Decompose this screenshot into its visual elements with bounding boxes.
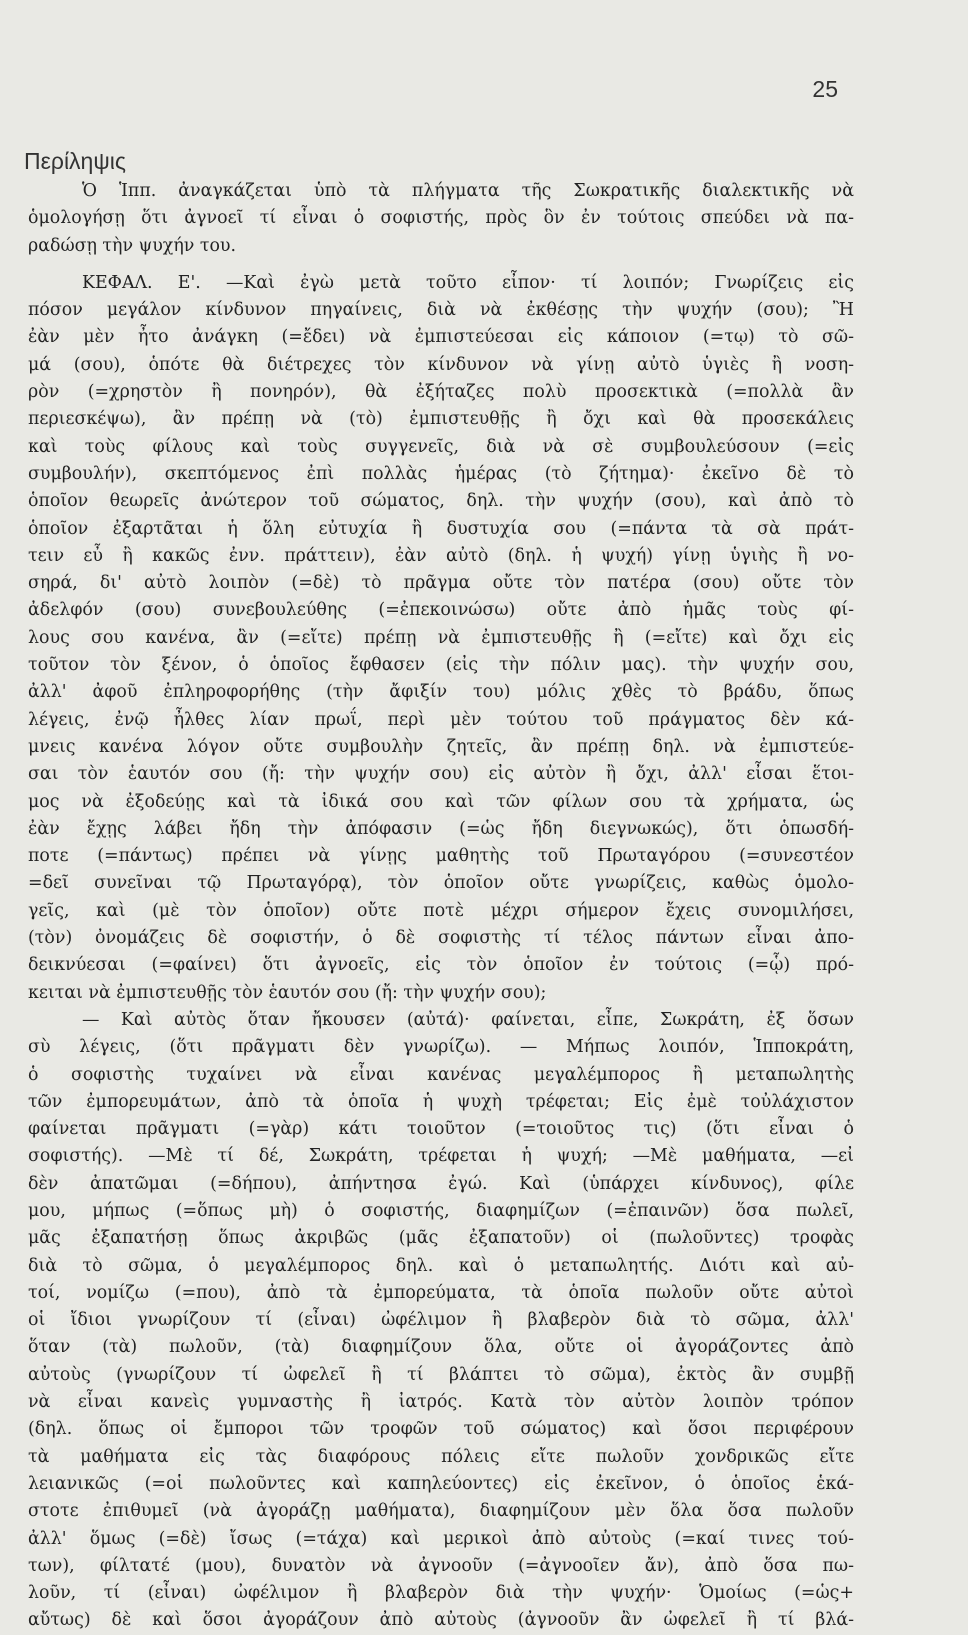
- text-line: των), φίλτατέ (μου), δυνατὸν νὰ ἀγνοοῦν (=ἀγνοοῖεν ἄν), ἀπὸ ὅσα πω-: [28, 1555, 854, 1576]
- text-line: σὺ λέγεις, (ὅτι πρᾶγματι δὲν γνωρίζω). — Μήπως λοιπόν, Ἱπποκράτη,: [28, 1037, 854, 1058]
- text-line: ρὸν (=χρηστὸν ἢ πονηρόν), θὰ ἐξήταζες πολὺ προσεκτικὰ (=πολλὰ ἂν: [28, 382, 854, 403]
- page-heading: Περίληψις: [24, 148, 126, 174]
- text-line: ἀδελφόν (σου) συνεβουλεύθης (=ἐπεκοινώσω) οὔτε ἀπὸ ἡμᾶς τοὺς φί-: [28, 600, 854, 621]
- text-line: ἐὰν ἔχῃς λάβει ἤδη τὴν ἀπόφασιν (=ὡς ἤδη διεγνωκώς), ὅτι ὁπωσδή-: [28, 818, 854, 839]
- text-line: μά (σου), ὁπότε θὰ διέτρεχες τὸν κίνδυνον νὰ γίνῃ αὐτὸ ὑγιὲς ἢ νοση-: [28, 354, 854, 375]
- text-line: ΚΕΦΑΛ. Ε'. —Καὶ ἐγὼ μετὰ τοῦτο εἶπον· τί λοιπόν; Γνωρίζεις εἰς: [82, 272, 854, 293]
- text-line: μᾶς ἐξαπατήσῃ ὅπως ἀκριβῶς (μᾶς ἐξαπατοῦν) οἱ (πωλοῦντες) τροφὰς: [28, 1228, 854, 1249]
- text-line: ὁμολογήσῃ ὅτι ἀγνοεῖ τί εἶναι ὁ σοφιστής, πρὸς ὃν ἐν τούτοις σπεύδει νὰ πα-: [28, 208, 854, 229]
- text-line: συμβουλήν), σκεπτόμενος ἐπὶ πολλὰς ἡμέρας (τὸ ζήτημα)· ἐκεῖνο δὲ τὸ: [28, 463, 854, 484]
- text-line: αὔτως) δὲ καὶ ὅσοι ἀγοράζουν ἀπὸ αὐτοὺς (ἀγνοοῦν ἂν ὠφελεῖ ἢ τί βλά-: [28, 1610, 854, 1631]
- text-line: (δηλ. ὅπως οἱ ἔμποροι τῶν τροφῶν τοῦ σώματος) καὶ ὅσοι περιφέρουν: [28, 1419, 854, 1440]
- text-line: λους σου κανένα, ἂν (=εἴτε) πρέπῃ νὰ ἐμπιστευθῇς ἢ (=εἴτε) καὶ ὄχι εἰς: [28, 627, 854, 648]
- text-line: δὲν ἀπατῶμαι (=δήπου), ἀπήντησα ἐγώ. Καὶ (ὑπάρχει κίνδυνος), φίλε: [28, 1173, 854, 1194]
- text-line: =δεῖ συνεῖναι τῷ Πρωταγόρᾳ), τὸν ὁποῖον οὔτε γνωρίζεις, καθὼς ὁμολο-: [28, 873, 854, 894]
- text-line: φαίνεται πρᾶγματι (=γὰρ) κάτι τοιοῦτον (=τοιοῦτος τις) (ὅτι εἶναι ὁ: [28, 1119, 854, 1140]
- text-line: ὅταν (τὰ) πωλοῦν, (τὰ) διαφημίζουν ὅλα, οὔτε οἱ ἀγοράζοντες ἀπὸ: [28, 1337, 854, 1358]
- text-line: κειται νὰ ἐμπιστευθῇς τὸν ἑαυτόν σου (ἤ: τὴν ψυχήν σου);: [28, 982, 547, 1003]
- text-line: μου, μήπως (=ὅπως μὴ) ὁ σοφιστής, διαφημίζων (=ἐπαινῶν) ὅσα πωλεῖ,: [28, 1200, 854, 1221]
- text-line: λειανικῶς (=οἱ πωλοῦντες καὶ καπηλεύοντες) εἰς ἐκεῖνον, ὁ ὁποῖος ἑκά-: [28, 1473, 854, 1494]
- summary-paragraph: [28, 178, 854, 260]
- text-line: λέγεις, ἐνῷ ἦλθες λίαν πρωΐ, περὶ μὲν τούτου τοῦ πράγματος δὲν κά-: [28, 709, 854, 730]
- text-line: τῶν ἐμπορευμάτων, ἀπὸ τὰ ὁποῖα ἡ ψυχὴ τρέφεται; Εἰς ἐμὲ τοὐλάχιστον: [28, 1091, 854, 1112]
- text-line: ποτε (=πάντως) πρέπει νὰ γίνῃς μαθητὴς τοῦ Πρωταγόρου (=συνεστέον: [28, 846, 854, 867]
- text-line: πόσον μεγάλον κίνδυνον πηγαίνεις, διὰ νὰ ἐκθέσῃς τὴν ψυχήν (σου); Ἢ: [28, 300, 854, 321]
- text-line: μνεις κανένα λόγον οὔτε συμβουλὴν ζητεῖς, ἂν πρέπῃ δηλ. νὰ ἐμπιστεύε-: [28, 736, 854, 757]
- text-line: στοτε ἐπιθυμεῖ (νὰ ἀγοράζῃ μαθήματα), διαφημίζουν μὲν ὅλα ὅσα πωλοῦν: [28, 1501, 854, 1522]
- text-line: διὰ τὸ σῶμα, ὁ μεγαλέμπορος δηλ. καὶ ὁ μεταπωλητής. Διότι καὶ αὐ-: [28, 1255, 854, 1276]
- text-line: περιεσκέψω), ἂν πρέπῃ νὰ (τὸ) ἐμπιστευθῇς ἢ ὄχι καὶ θὰ προσεκάλεις: [28, 409, 854, 430]
- text-line: τοῦτον τὸν ξένον, ὁ ὁποῖος ἔφθασεν (εἰς τὴν πόλιν μας). τὴν ψυχήν σου,: [28, 655, 854, 676]
- text-line: ἀλλ' ὅμως (=δὲ) ἴσως (=τάχα) καὶ μερικοὶ ἀπὸ αὐτοὺς (=καί τινες τού-: [28, 1528, 854, 1549]
- text-line: νὰ εἶναι κανεὶς γυμναστὴς ἢ ἰατρός. Κατὰ τὸν αὐτὸν λοιπὸν τρόπον: [28, 1392, 854, 1413]
- text-line: σηρά, δι' αὐτὸ λοιπὸν (=δὲ) τὸ πρᾶγμα οὔτε τὸν πατέρα (σου) οὔτε τὸν: [28, 573, 854, 594]
- text-line: γεῖς, καὶ (μὲ τὸν ὁποῖον) οὔτε ποτὲ μέχρι σήμερον ἔχεις συνομιλήσει,: [28, 900, 854, 921]
- text-line: ραδώσῃ τὴν ψυχήν του.: [28, 235, 237, 256]
- text-line: δεικνύεσαι (=φαίνει) ὅτι ἀγνοεῖς, εἰς τὸν ὁποῖον ἐν τούτοις (=ᾧ) πρό-: [28, 955, 854, 976]
- text-line: τοί, νομίζω (=που), ἀπὸ τὰ ἐμπορεύματα, τὰ ὁποῖα πωλοῦν οὔτε αὐτοὶ: [28, 1282, 854, 1303]
- text-line: μος νὰ ἐξοδεύῃς καὶ τὰ ἰδικά σου καὶ τῶν φίλων σου τὰ χρήματα, ὡς: [28, 791, 854, 812]
- text-line: ὁ σοφιστὴς τυχαίνει νὰ εἶναι κανένας μεγαλέμπορος ἢ μεταπωλητὴς: [28, 1064, 854, 1085]
- text-line: σαι τὸν ἑαυτόν σου (ἤ: τὴν ψυχήν σου) εἰς αὐτὸν ἢ ὄχι, ἀλλ' εἶσαι ἕτοι-: [28, 764, 854, 785]
- text-line: ὁποῖον θεωρεῖς ἀνώτερον τοῦ σώματος, δηλ. τὴν ψυχήν (σου), καὶ ἀπὸ τὸ: [28, 491, 854, 512]
- text-line: αὐτοὺς (γνωρίζουν τί ὠφελεῖ ἢ τί βλάπτει τὸ σῶμα), ἐκτὸς ἂν συμβῇ: [28, 1364, 854, 1385]
- text-line: καὶ τοὺς φίλους καὶ τοὺς συγγενεῖς, διὰ νὰ σὲ συμβουλεύσουν (=εἰς: [28, 436, 854, 457]
- text-line: τειν εὖ ἢ κακῶς ἐνν. πράττειν), ἐὰν αὐτὸ (δηλ. ἡ ψυχή) γίνῃ ὑγιὴς ἢ νο-: [28, 545, 854, 566]
- dialogue-paragraph: [28, 1007, 854, 1635]
- text-line: ἀλλ' ἀφοῦ ἐπληροφορήθης (τὴν ἄφιξίν του) μόλις χθὲς τὸ βράδυ, ὅπως: [28, 682, 854, 703]
- text-line: ὁποῖον ἐξαρτᾶται ἡ ὅλη εὐτυχία ἢ δυστυχία σου (=πάντα τὰ σὰ πράτ-: [28, 518, 854, 539]
- text-line: τὰ μαθήματα εἰς τὰς διαφόρους πόλεις εἴτε πωλοῦν χονδρικῶς εἴτε: [28, 1446, 854, 1467]
- document-body: [28, 178, 854, 1635]
- text-line: λοῦν, τί (εἶναι) ὠφέλιμον ἢ βλαβερὸν διὰ τὴν ψυχήν· Ὁμοίως (=ὡς+: [28, 1583, 854, 1604]
- chapter-paragraph: [28, 270, 854, 1007]
- text-line: ἐὰν μὲν ἦτο ἀνάγκη (=ἔδει) νὰ ἐμπιστεύεσαι εἰς κάποιον (=τῳ) τὸ σῶ-: [28, 327, 854, 348]
- text-line: οἱ ἴδιοι γνωρίζουν τί (εἶναι) ὠφέλιμον ἢ βλαβερὸν διὰ τὸ σῶμα, ἀλλ': [28, 1310, 854, 1331]
- page-number: 25: [812, 76, 838, 102]
- text-line: — Καὶ αὐτὸς ὅταν ἤκουσεν (αὐτά)· φαίνεται, εἶπε, Σωκράτη, ἐξ ὅσων: [82, 1009, 854, 1030]
- text-line: Ὁ Ἱππ. ἀναγκάζεται ὑπὸ τὰ πλήγματα τῆς Σωκρατικῆς διαλεκτικῆς νὰ: [82, 181, 854, 201]
- text-line: (τὸν) ὀνομάζεις δὲ σοφιστήν, ὁ δὲ σοφιστὴς τί τέλος πάντων εἶναι ἀπο-: [28, 928, 854, 949]
- text-line: σοφιστής). —Μὲ τί δέ, Σωκράτη, τρέφεται ἡ ψυχή; —Μὲ μαθήματα, —εἰ: [28, 1146, 854, 1167]
